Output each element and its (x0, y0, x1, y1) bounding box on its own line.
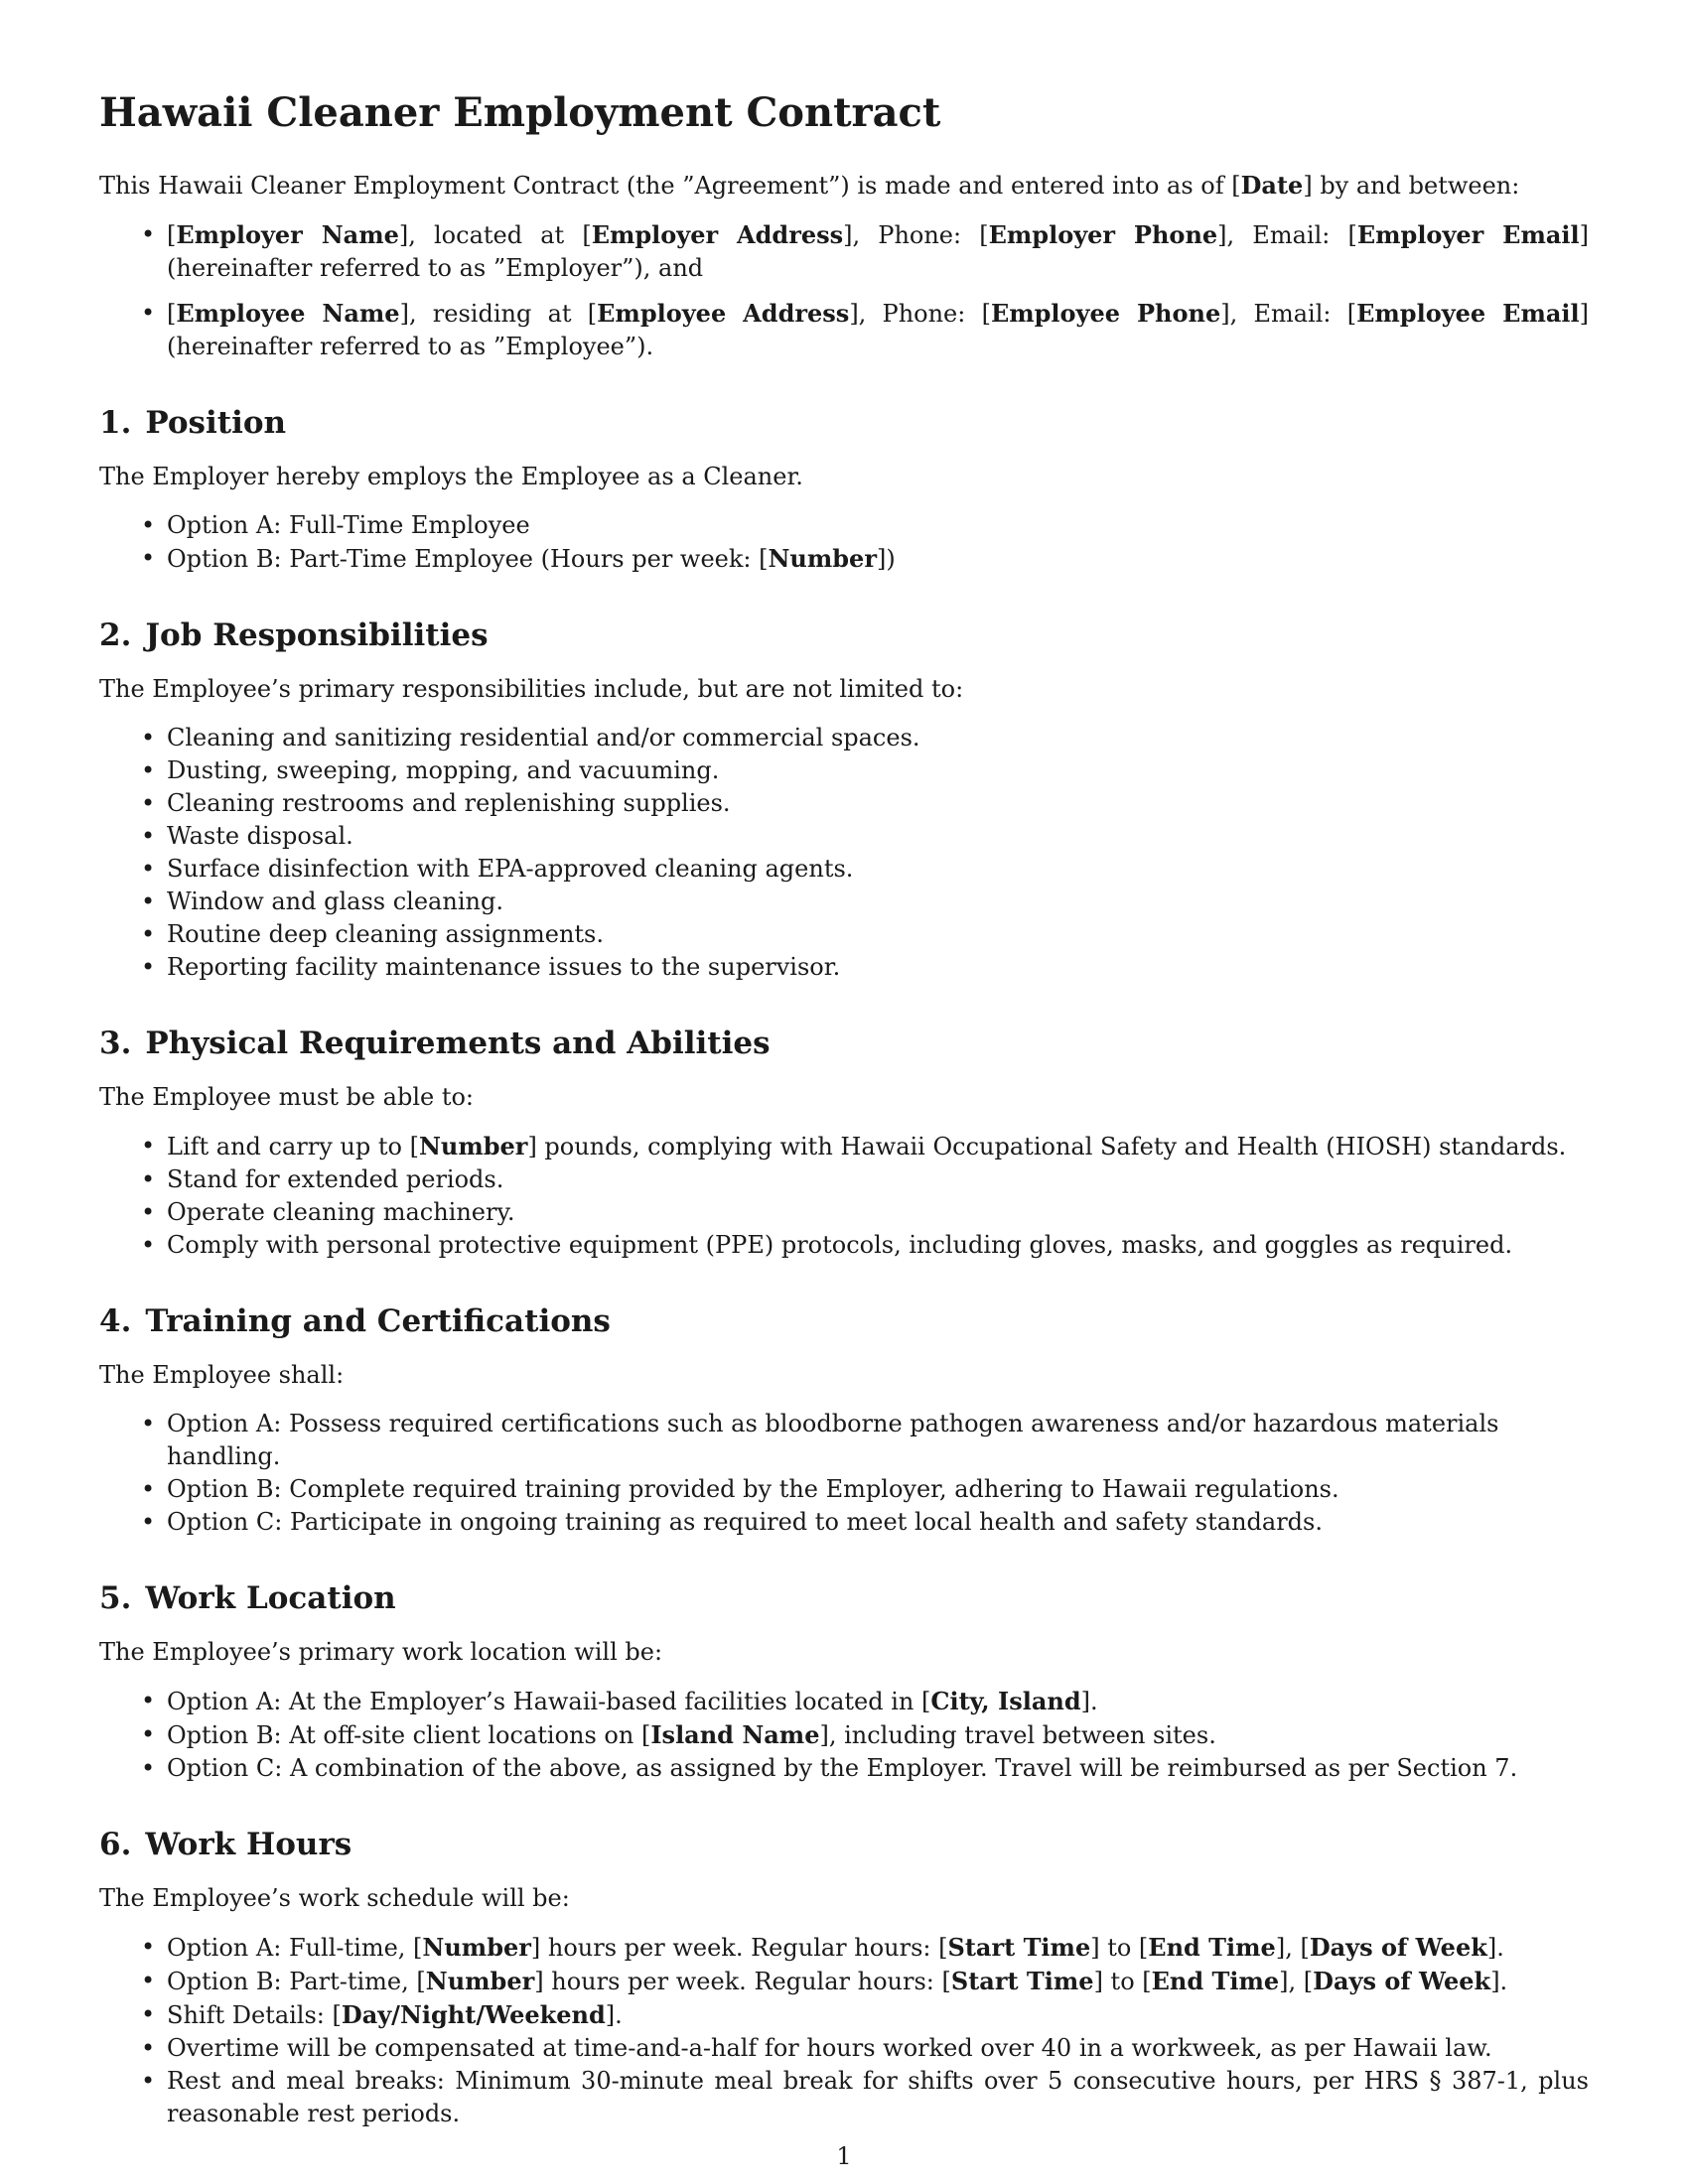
number-placeholder: Number (422, 1933, 531, 1962)
list-item: • Stand for extended periods. (167, 1163, 1589, 1196)
section-training (99, 1301, 1589, 1539)
list-item: • Comply with personal protective equipment (PPE) protocols, including gloves, masks, and goggles as required. (167, 1229, 1589, 1262)
number-placeholder: Number (768, 544, 877, 573)
number-placeholder: Number (418, 1132, 528, 1160)
list-item: • Surface disinfection with EPA-approved cleaning agents. (167, 853, 1589, 886)
list-item: • Reporting facility maintenance issues to the supervisor. (167, 951, 1589, 984)
days-of-week-placeholder: Days of Week (1309, 1933, 1487, 1962)
section-intro: The Employee’s primary responsibilities include, but are not limited to: (99, 675, 964, 703)
work-hours-list (99, 1931, 1589, 2130)
list-item: • Routine deep cleaning assignments. (167, 918, 1589, 951)
section-heading: 4. Training and Certifications (99, 1303, 611, 1339)
list-item: • Option A: Full-Time Employee (167, 509, 1589, 542)
section-work-hours (99, 1825, 1589, 2130)
island-name-placeholder: Island Name (650, 1720, 820, 1749)
list-item: • Option A: Full-time, [Number] hours per week. Regular hours: [Start Time] to [End Time], [Days of Week]. (167, 1931, 1589, 1965)
contract-page (99, 87, 1589, 2130)
list-item: • Option A: At the Employer’s Hawaii-based facilities located in [City, Island]. (167, 1685, 1589, 1718)
list-item: • Option C: Participate in ongoing training as required to meet local health and safety standards. (167, 1506, 1589, 1539)
start-time-placeholder: Start Time (947, 1933, 1091, 1962)
section-intro: The Employee shall: (99, 1361, 345, 1389)
employer-address-placeholder: Employer Address (591, 220, 844, 249)
section-heading: 2. Job Responsibilities (99, 617, 489, 653)
list-item: • Operate cleaning machinery. (167, 1196, 1589, 1229)
section-intro: The Employer hereby employs the Employee as a Cleaner. (99, 463, 803, 490)
physical-requirements-list (99, 1130, 1589, 1262)
employee-email-placeholder: Employee Email (1356, 299, 1580, 328)
start-time-placeholder: Start Time (950, 1967, 1094, 1995)
list-item: • Waste disposal. (167, 820, 1589, 853)
end-time-placeholder: End Time (1151, 1967, 1280, 1995)
end-time-placeholder: End Time (1148, 1933, 1276, 1962)
section-heading: 1. Position (99, 405, 287, 441)
list-item: • Cleaning restrooms and replenishing supplies. (167, 787, 1589, 820)
list-item: • Dusting, sweeping, mopping, and vacuuming. (167, 754, 1589, 787)
list-item: • Option B: Part-time, [Number] hours per week. Regular hours: [Start Time] to [End Time], [Days of Week]. (167, 1965, 1589, 1998)
section-heading: 6. Work Hours (99, 1827, 352, 1862)
list-item: • Option B: At off-site client locations on [Island Name], including travel between sites. (167, 1718, 1589, 1752)
number-placeholder: Number (425, 1967, 535, 1995)
section-intro: The Employee’s primary work location will be: (99, 1638, 663, 1666)
days-of-week-placeholder: Days of Week (1313, 1967, 1491, 1995)
section-intro: The Employee must be able to: (99, 1083, 475, 1111)
employee-name-placeholder: Employee Name (176, 299, 400, 328)
employer-name-placeholder: Employer Name (176, 220, 399, 249)
date-placeholder: Date (1240, 171, 1304, 200)
list-item: • Cleaning and sanitizing residential and/or commercial spaces. (167, 722, 1589, 754)
list-item: • Lift and carry up to [Number] pounds, complying with Hawaii Occupational Safety and Health (HIOSH) standards. (167, 1130, 1589, 1163)
employer-email-placeholder: Employer Email (1356, 220, 1580, 249)
position-options (99, 509, 1589, 576)
list-item: • Rest and meal breaks: Minimum 30-minute meal break for shifts over 5 consecutive hours, per HRS § 387-1, plus reasonable rest periods. (167, 2065, 1589, 2130)
section-intro: The Employee’s work schedule will be: (99, 1884, 570, 1912)
section-position (99, 403, 1589, 576)
training-options (99, 1408, 1589, 1539)
section-physical-requirements (99, 1024, 1589, 1262)
list-item: • Option B: Part-Time Employee (Hours per week: [Number]) (167, 542, 1589, 576)
document-title: Hawaii Cleaner Employment Contract (99, 89, 941, 136)
location-options (99, 1685, 1589, 1785)
list-item: • Option C: A combination of the above, as assigned by the Employer. Travel will be reimbursed as per Section 7. (167, 1752, 1589, 1785)
list-item: • Option A: Possess required certifications such as bloodborne pathogen awareness and/or hazardous materials handling. (167, 1408, 1589, 1473)
list-item: • Shift Details: [Day/Night/Weekend]. (167, 1998, 1589, 2032)
city-island-placeholder: City, Island (930, 1687, 1081, 1715)
section-heading: 3. Physical Requirements and Abilities (99, 1025, 771, 1061)
employee-phone-placeholder: Employee Phone (990, 299, 1221, 328)
page-number: 1 (836, 2142, 852, 2170)
employer-phone-placeholder: Employer Phone (988, 220, 1218, 249)
section-work-location (99, 1578, 1589, 1785)
list-item: • Overtime will be compensated at time-and-a-half for hours worked over 40 in a workweek, as per Hawaii law. (167, 2032, 1589, 2065)
employee-party: • [Employee Name], residing at [Employee Address], Phone: [Employee Phone], Email: [Employee Email] (hereinafter referred to as ”Employee”). (167, 297, 1589, 363)
section-responsibilities (99, 615, 1589, 984)
employee-address-placeholder: Employee Address (597, 299, 850, 328)
parties-list (99, 218, 1589, 363)
employer-party: • [Employer Name], located at [Employer Address], Phone: [Employer Phone], Email: [Employer Email] (hereinafter referred to as ”Employer”), and (167, 218, 1589, 285)
list-item: • Window and glass cleaning. (167, 886, 1589, 918)
section-heading: 5. Work Location (99, 1580, 396, 1616)
intro-paragraph: This Hawaii Cleaner Employment Contract (the ”Agreement”) is made and entered into as of [Date] by and between: (99, 171, 1520, 200)
shift-placeholder: Day/Night/Weekend (341, 2000, 606, 2029)
responsibilities-list (99, 722, 1589, 984)
list-item: • Option B: Complete required training provided by the Employer, adhering to Hawaii regulations. (167, 1473, 1589, 1506)
